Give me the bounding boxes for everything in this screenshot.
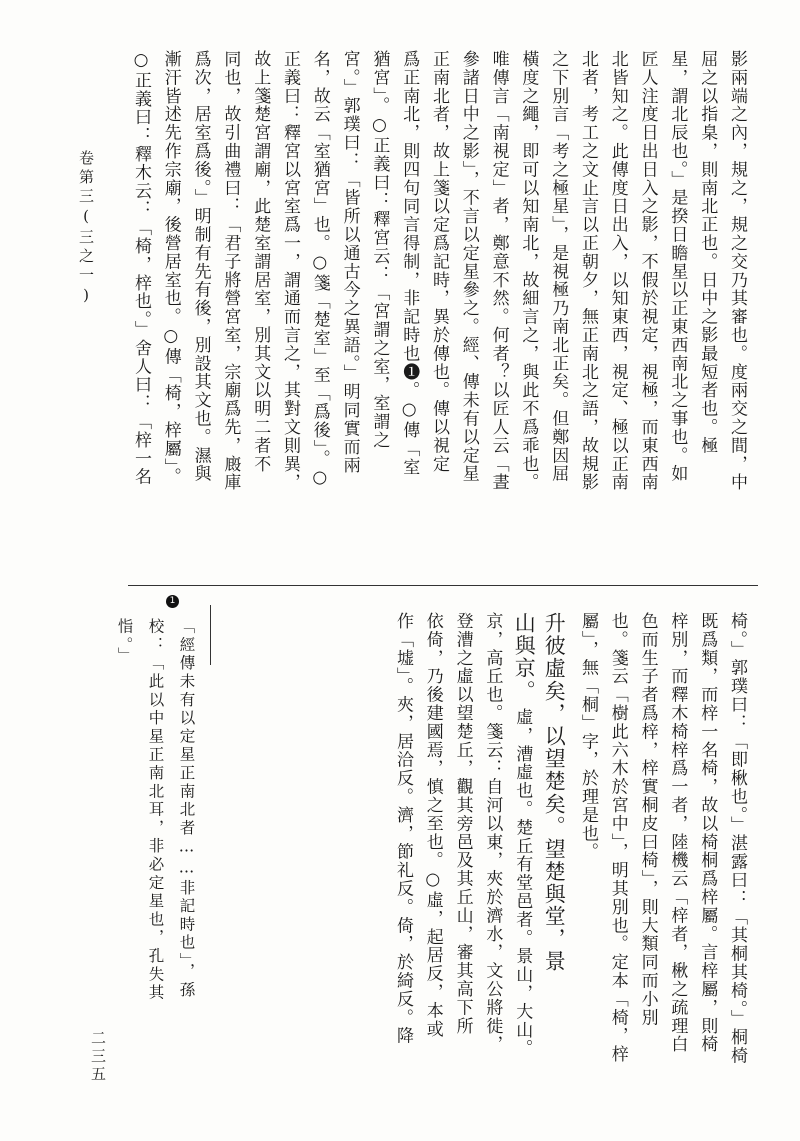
upper-text-column: 故上箋楚宮謂廟，此楚室謂居室，別其文以明二者不: [250, 50, 271, 474]
commentary-column: 作「墟」。夾，居洽反。濟，節礼反。倚，於綺反。降: [393, 612, 413, 1046]
running-head: 卷第三(三之一): [77, 150, 95, 308]
upper-text-column: 漸汗皆述先作宗廟，後營居室也。○傳「椅，梓屬」。: [160, 50, 181, 487]
upper-text-column: 之下別言「考之極星」，是視極乃南北正矣。但鄭因屈: [548, 50, 569, 484]
lower-text-column: 屬」，無「桐」字，於理是也。: [578, 612, 598, 862]
commentary-column: 京，高丘也。箋云：自河以東，夾於濟水，文公將徙，: [482, 612, 503, 1054]
lower-text-column: 梓別，而釋木椅梓爲一者，陸機云「梓者，楸之疏理白: [667, 612, 688, 1054]
upper-text-column: 猶宮」。○正義曰：釋宮云：「宮謂之室，室謂之: [369, 50, 390, 450]
upper-text-column: 正南北者，故上箋以定爲記時，異於傳也。傳以視定: [429, 50, 449, 474]
upper-text-column: 宮。」郭璞曰：「皆所以通古今之異語。」明同實而兩: [339, 50, 360, 475]
footnote-marker: 1: [166, 595, 179, 608]
upper-text-column: 唯傳言「南視定」者，鄭意不然。何者？以匠人云「晝: [488, 50, 509, 492]
lower-text-column: 色而生子者爲梓，梓實桐皮曰椅」，則大類同而小別: [637, 612, 658, 1027]
lower-text-column: 也。箋云「樹此六木於宮中」，明其別也。定本「椅，梓: [607, 612, 628, 1064]
upper-text-column: 影兩端之內，規之，規之交乃其審也。度兩交之間，中: [727, 50, 747, 492]
upper-text-column: 爲次，居室爲後。」明制有先有後，別設其文也。濕與: [190, 50, 211, 484]
commentary-column: 虛，漕虛也。楚丘有堂邑者。景山，大山。: [512, 708, 533, 1058]
upper-text-column: 屈之以指臬，則南北正也。日中之影最短者也。極: [697, 50, 718, 455]
upper-text-column: 名，故云「室猶宮」也。○箋「楚室」至「爲後」。○: [309, 50, 330, 490]
upper-text-column: 橫度之繩，即可以知南北，故細言之，與此不爲乖也。: [518, 50, 539, 492]
upper-text-column: 同也，故引曲禮曰：「君子將營宮室，宗廟爲先，廄庫: [220, 50, 241, 492]
upper-text-column: ○正義曰：釋木云：「椅，梓也。」舍人曰：「梓一名: [131, 50, 151, 487]
footnote-column: 「經傳未有以定星正南北者……非記時也」，孫: [177, 618, 196, 1000]
lower-text-column: 椅。」郭璞曰：「即楸也。」湛露曰：「其桐其椅。」桐椅: [727, 612, 747, 1065]
footnote-column: 恉。」: [115, 618, 134, 666]
upper-text-column: 匠人注度日出日入之影，不假於視定，視極，而東西南: [637, 50, 658, 492]
verse-heading-continuation: 山與京。: [512, 612, 537, 703]
verse-heading: 升彼虛矣，以望楚矣。: [542, 612, 567, 838]
footnote-column: 校：「此以中星正南北耳，非必定星也，孔失其: [146, 618, 165, 1003]
commentary-column: 登漕之虛以望楚丘，觀其旁邑及其丘山，審其高下所: [452, 612, 473, 1036]
footnote-rule: [210, 605, 211, 665]
lower-text-column: 既爲類，而梓一名椅，故以椅桐爲梓屬。言梓屬，則椅: [697, 612, 718, 1054]
commentary-column: 依倚，乃後建國焉，慎之至也。○虛，起居反，本或: [422, 612, 443, 1039]
section-divider: [128, 585, 758, 586]
upper-text-column: 北者，考工之文止言以正朝夕，無正南北之語，故規影: [578, 50, 598, 492]
upper-text-column: 星，謂北辰也。」是揆日瞻星以正東西南北之事也。如: [667, 50, 688, 484]
upper-text-column: 參諸日中之影」，不言以定星參之。經、傳未有以定星: [458, 50, 479, 484]
page-number: 二三五: [89, 1030, 107, 1084]
upper-text-column: 北皆知之。此傳度日出入，以知東西，視定、極以正南: [607, 50, 628, 492]
verse-heading-continuation: 望楚與堂，景: [542, 838, 567, 973]
upper-text-column: 爲正南北，則四句同言得制，非記時也❶。○傳「室: [399, 50, 420, 477]
upper-text-column: 正義曰：釋宮以宮室爲一，謂通而言之，其對文則異，: [280, 50, 300, 492]
